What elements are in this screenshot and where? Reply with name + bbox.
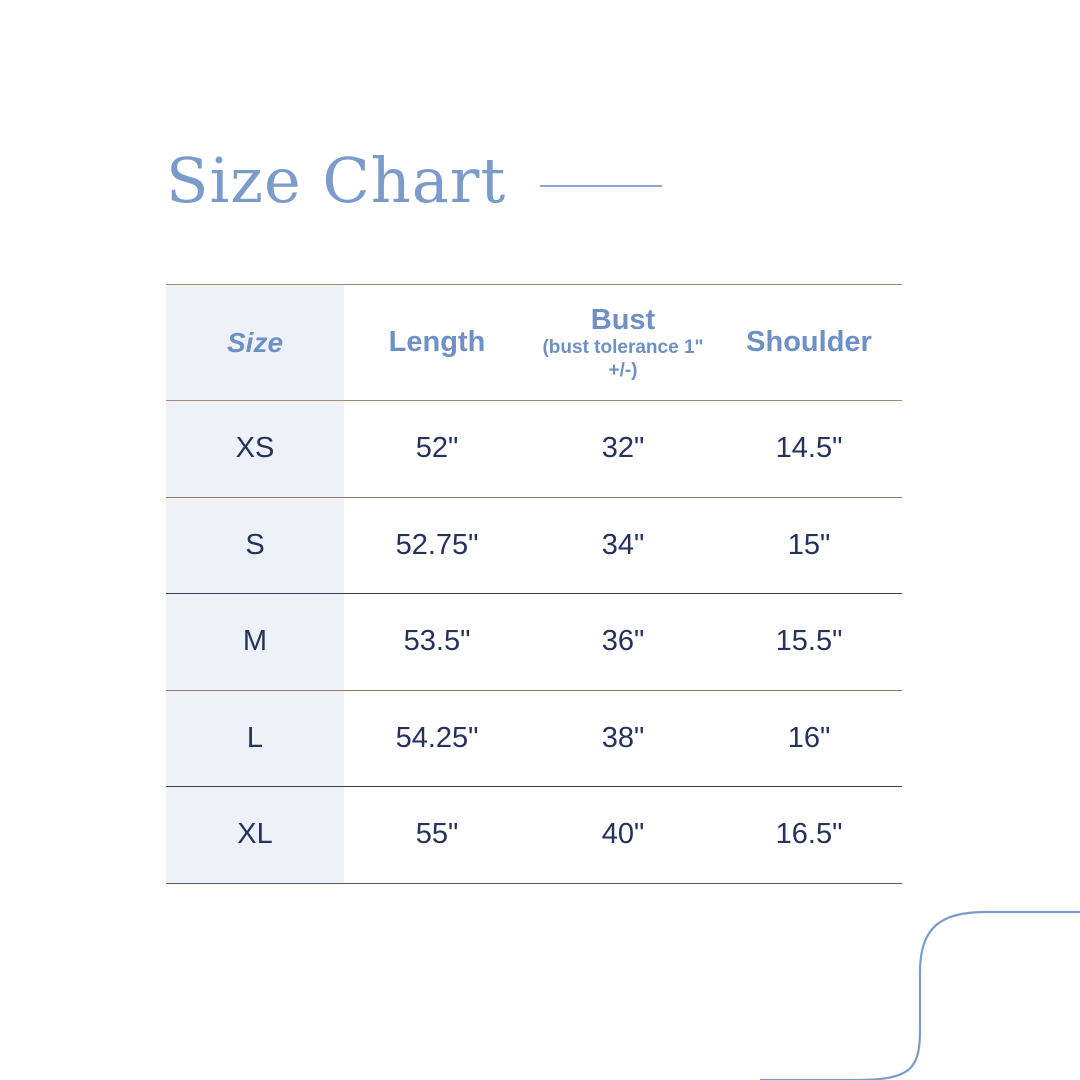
cell-bust: 34" [530,497,716,594]
cell-bust: 40" [530,787,716,884]
table-header-row [166,285,902,401]
cell-shoulder: 15" [716,497,902,594]
column-header-length: Length [344,285,530,401]
column-header-shoulder: Shoulder [716,285,902,401]
column-header-bust-label: Bust [590,303,656,336]
cell-size: S [166,497,344,594]
title-row [166,144,662,217]
column-header-size: Size [166,285,344,401]
table-row [166,690,902,787]
cell-bust: 36" [530,594,716,691]
cell-length: 55" [344,787,530,884]
table-row [166,594,902,691]
cell-size: XL [166,787,344,884]
table-row [166,787,902,884]
title-divider-line [540,185,662,187]
cell-length: 52.75" [344,497,530,594]
cell-size: L [166,690,344,787]
cell-size: M [166,594,344,691]
page-title: Size Chart [166,144,507,217]
cell-bust: 38" [530,690,716,787]
cell-shoulder: 16.5" [716,787,902,884]
cell-length: 52" [344,401,530,498]
table-row [166,401,902,498]
cell-length: 54.25" [344,690,530,787]
cell-bust: 32" [530,401,716,498]
size-chart-table-container [166,284,902,884]
column-header-bust [530,285,716,401]
cell-shoulder: 16" [716,690,902,787]
size-chart-table [166,284,902,884]
cell-shoulder: 14.5" [716,401,902,498]
table-row [166,497,902,594]
column-header-bust-note: (bust tolerance 1" +/-) [542,337,704,381]
cell-length: 53.5" [344,594,530,691]
cell-size: XS [166,401,344,498]
cell-shoulder: 15.5" [716,594,902,691]
corner-swoosh-decoration [760,910,1080,1080]
